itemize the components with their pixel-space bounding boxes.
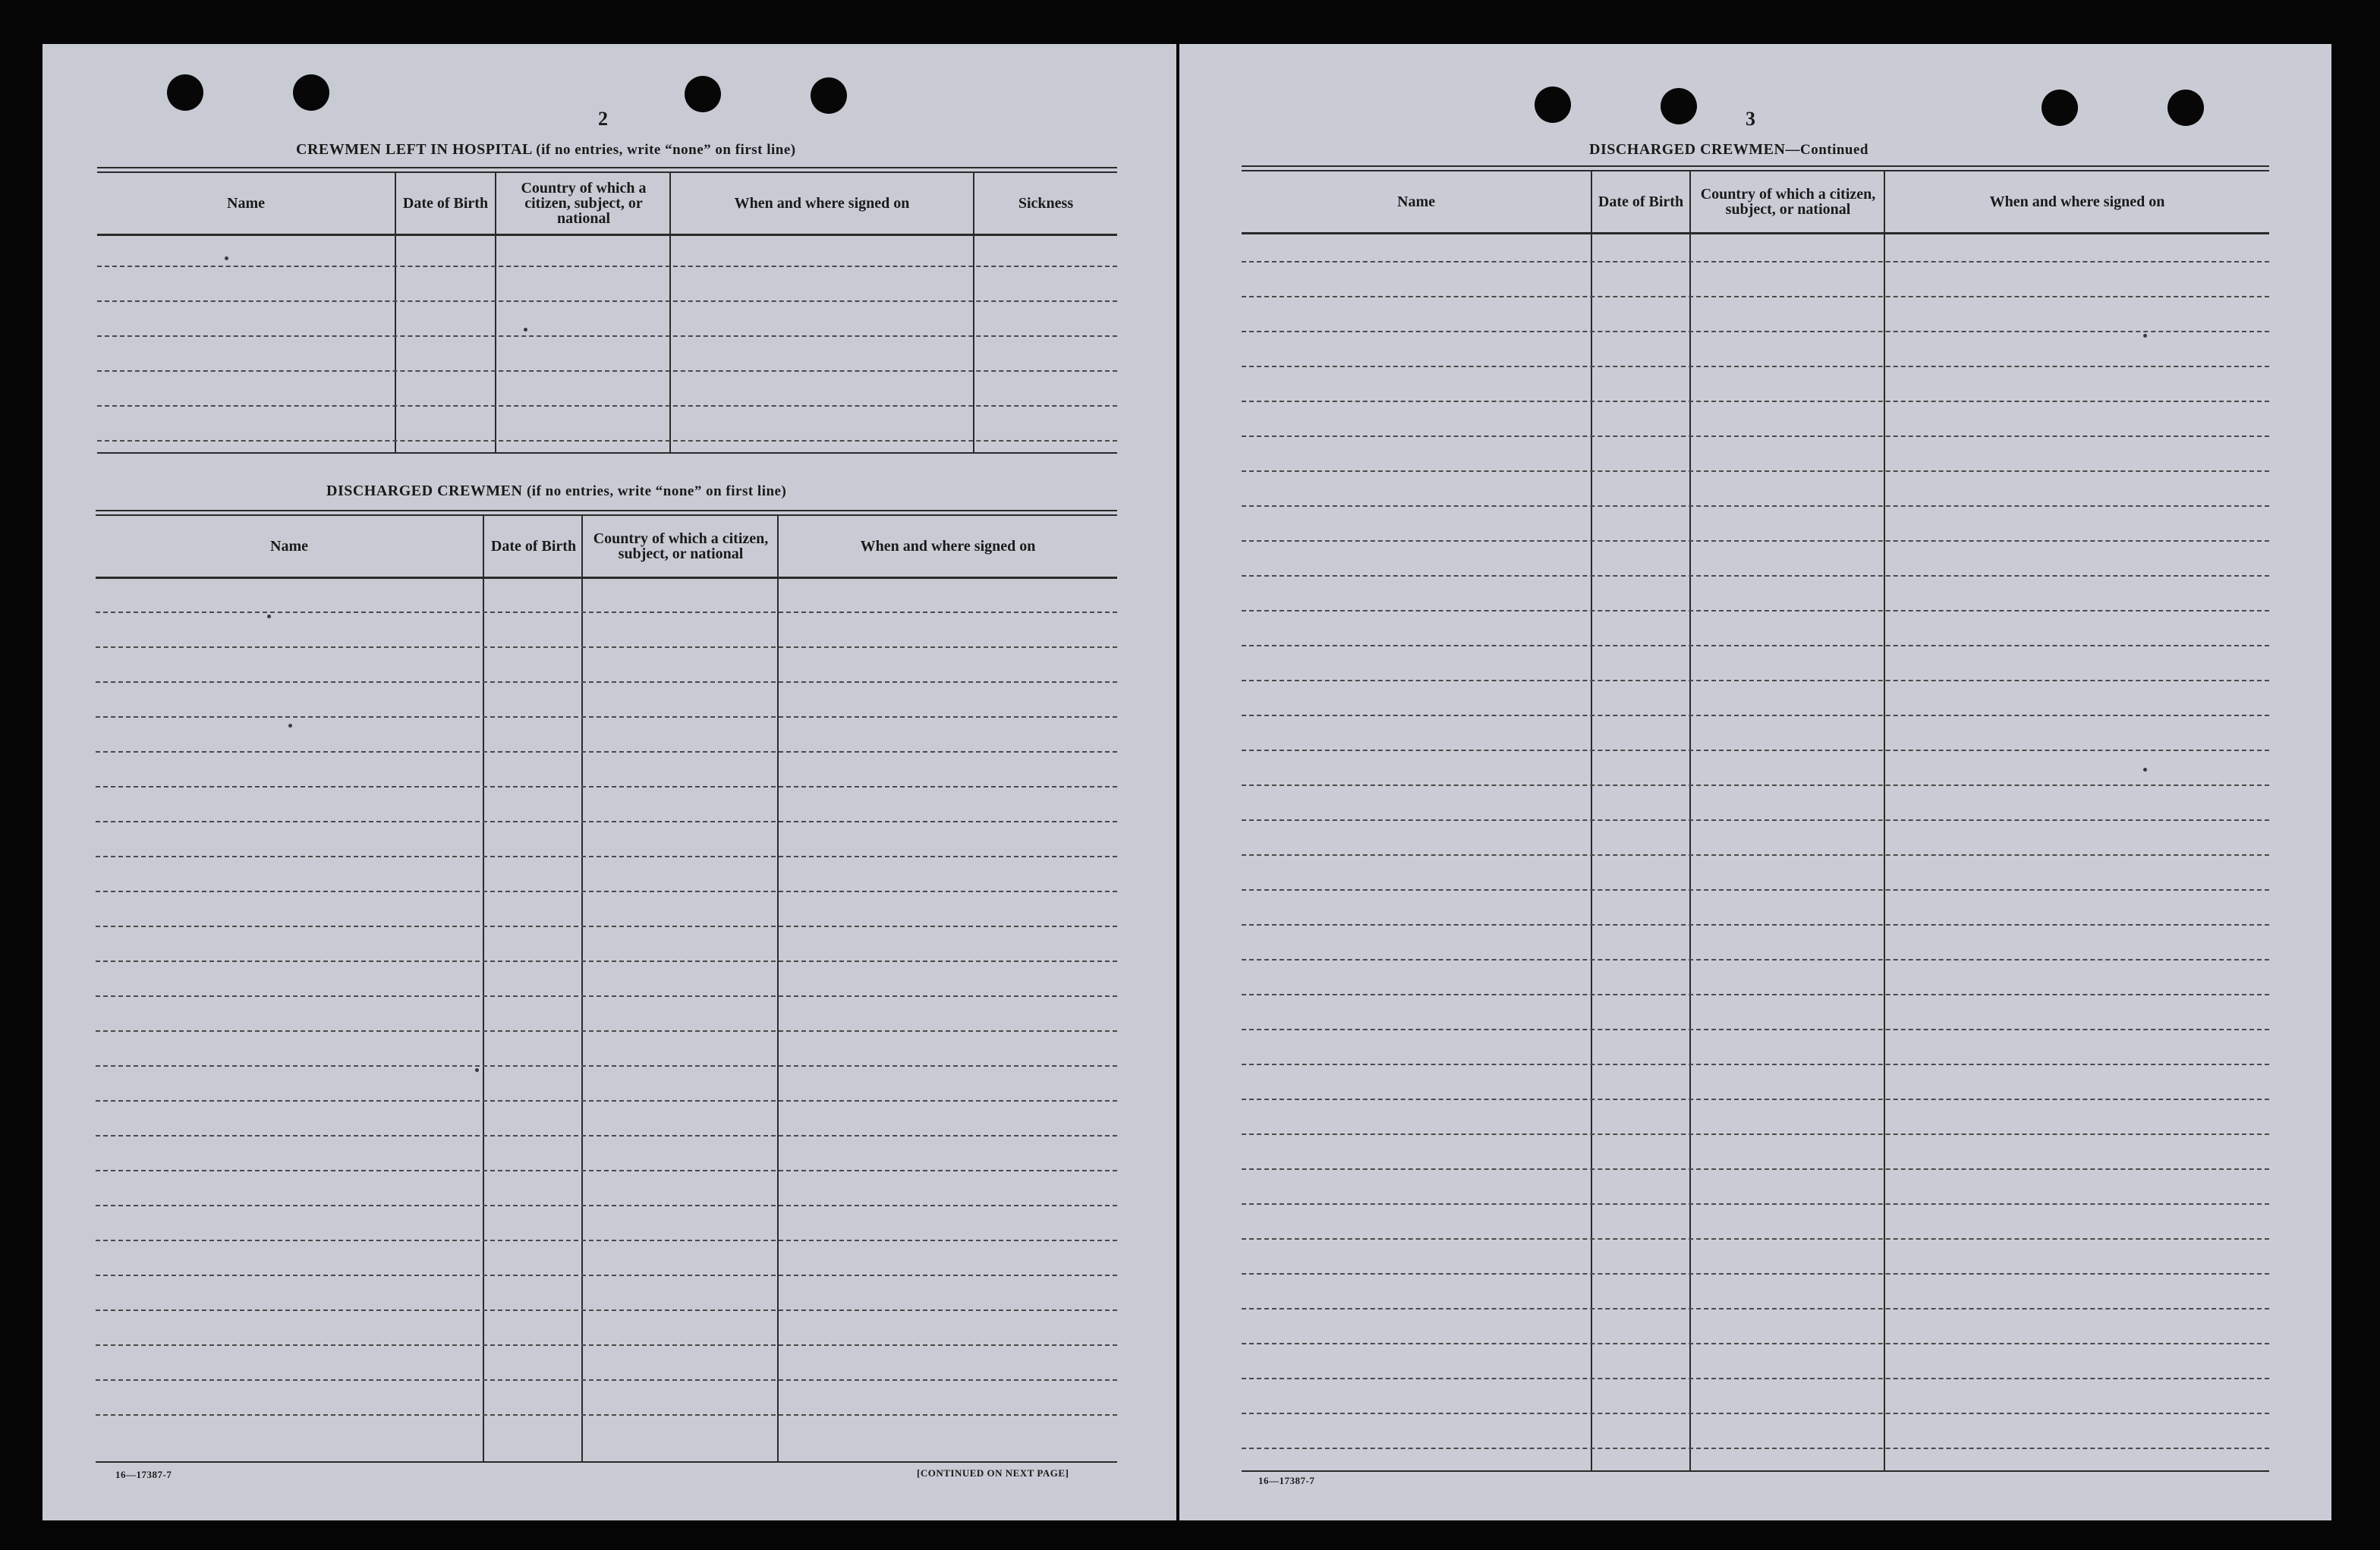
entry-row-line [96, 1240, 1117, 1241]
entry-row-line [97, 266, 1117, 267]
entry-row-line [96, 681, 1117, 683]
entry-row-line [1242, 1029, 2269, 1030]
entry-row-line [96, 716, 1117, 718]
entry-row-line [1242, 924, 2269, 926]
column-header-when-where-signed-on: When and where signed on [860, 538, 1036, 555]
entry-row-line [1242, 540, 2269, 542]
hospital-section-heading [296, 141, 796, 159]
entry-row-line [96, 995, 1117, 997]
discharged-section-instruction: (if no entries, write “none” on first line) [526, 483, 787, 499]
entry-row-line [1242, 715, 2269, 716]
entry-row-line [1242, 1064, 2269, 1065]
ink-speck [225, 256, 228, 260]
entry-row-line [1242, 505, 2269, 507]
entry-row-line [1242, 1238, 2269, 1240]
hospital-section-instruction: (if no entries, write “none” on first line) [536, 142, 796, 158]
entry-row-line [1242, 261, 2269, 263]
entry-row-line [1242, 1203, 2269, 1205]
entry-row-line [96, 646, 1117, 648]
discharged-continued-heading [1589, 141, 1868, 159]
column-header-sickness: Sickness [1018, 195, 1074, 212]
entry-row-line [97, 300, 1117, 302]
column-header-name: Name [227, 195, 265, 212]
entry-row-line [1242, 819, 2269, 821]
ink-speck [2143, 768, 2147, 772]
column-header-date-of-birth: Date of Birth [490, 538, 577, 555]
column-header-country: Country of which a citizen, subject, or national [1700, 186, 1876, 218]
entry-row-line [1242, 1273, 2269, 1275]
entry-row-line [1242, 889, 2269, 891]
discharged-continued-table [1242, 165, 2269, 1470]
discharged-table [96, 510, 1117, 1461]
column-header-name: Name [1397, 193, 1435, 210]
entry-row-line [1242, 1308, 2269, 1309]
entry-row-line [96, 1414, 1117, 1416]
ink-speck [475, 1068, 479, 1072]
entry-row-line [97, 370, 1117, 372]
page-number: 2 [598, 108, 608, 130]
entry-row-line [1242, 1343, 2269, 1344]
punch-hole [293, 74, 329, 111]
left-page [42, 44, 1176, 1520]
discharged-continued-title: DISCHARGED CREWMEN [1589, 141, 1786, 158]
entry-row-line [97, 405, 1117, 407]
entry-row-line [96, 1100, 1117, 1102]
entry-row-line [96, 1205, 1117, 1206]
column-header-name: Name [270, 538, 308, 555]
entry-row-line [96, 960, 1117, 962]
punch-hole [2042, 90, 2078, 126]
entry-row-line [1242, 331, 2269, 332]
hospital-table [97, 167, 1117, 498]
entry-row-line [96, 856, 1117, 857]
entry-row-line [1242, 470, 2269, 472]
entry-row-line [96, 1309, 1117, 1311]
column-header-country: Country of which a citizen, subject, or national [593, 530, 769, 562]
discharged-continued-suffix: —Continued [1785, 142, 1868, 158]
ink-speck [2143, 334, 2147, 338]
entry-row-line [1242, 610, 2269, 612]
entry-row-line [1242, 1378, 2269, 1379]
ink-speck [288, 724, 292, 728]
entry-row-line [96, 751, 1117, 753]
punch-hole [1535, 86, 1571, 123]
entry-row-line [1242, 401, 2269, 402]
punch-hole [167, 74, 203, 111]
entry-row-line [96, 926, 1117, 927]
discharged-section-heading [326, 483, 786, 500]
ink-speck [267, 615, 271, 618]
entry-row-line [96, 786, 1117, 788]
column-header-country: Country of which a citizen, subject, or national [521, 180, 647, 227]
entry-row-line [96, 1135, 1117, 1137]
entry-row-line [1242, 1133, 2269, 1135]
entry-row-line [1242, 1168, 2269, 1170]
entry-row-line [96, 1379, 1117, 1381]
discharged-section-title: DISCHARGED CREWMEN [326, 483, 523, 499]
entry-row-line [1242, 366, 2269, 367]
entry-row-line [1242, 750, 2269, 751]
punch-hole [2168, 90, 2204, 126]
entry-row-line [96, 1275, 1117, 1276]
form-code: 16—17387-7 [1258, 1475, 1315, 1486]
continued-note: [CONTINUED ON NEXT PAGE] [917, 1467, 1069, 1479]
page-number: 3 [1746, 108, 1755, 130]
ink-speck [524, 328, 527, 332]
entry-row-line [97, 440, 1117, 442]
hospital-section-title: CREWMEN LEFT IN HOSPITAL [296, 141, 532, 158]
right-page [1179, 44, 2331, 1520]
entry-row-line [1242, 784, 2269, 786]
entry-row-line [96, 612, 1117, 613]
entry-row-line [1242, 1448, 2269, 1449]
entry-row-line [96, 1065, 1117, 1067]
entry-row-line [96, 1030, 1117, 1032]
punch-hole [811, 77, 847, 114]
entry-row-line [1242, 645, 2269, 646]
column-header-date-of-birth: Date of Birth [402, 195, 489, 212]
entry-row-line [1242, 854, 2269, 856]
entry-row-line [96, 891, 1117, 892]
entry-row-line [96, 1170, 1117, 1171]
entry-row-line [1242, 680, 2269, 681]
entry-row-line [1242, 435, 2269, 437]
punch-hole [1661, 88, 1697, 124]
entry-row-line [96, 821, 1117, 822]
column-header-when-where-signed-on: When and where signed on [1989, 193, 2165, 210]
entry-row-line [1242, 575, 2269, 577]
entry-row-line [1242, 959, 2269, 960]
entry-row-line [1242, 1413, 2269, 1414]
entry-row-line [96, 1344, 1117, 1346]
entry-row-line [97, 335, 1117, 337]
entry-row-line [1242, 994, 2269, 995]
column-header-when-where-signed-on: When and where signed on [734, 195, 910, 212]
entry-row-line [1242, 1099, 2269, 1100]
punch-hole [685, 76, 721, 112]
entry-row-line [1242, 296, 2269, 297]
form-code: 16—17387-7 [115, 1469, 172, 1480]
column-header-date-of-birth: Date of Birth [1598, 193, 1684, 210]
